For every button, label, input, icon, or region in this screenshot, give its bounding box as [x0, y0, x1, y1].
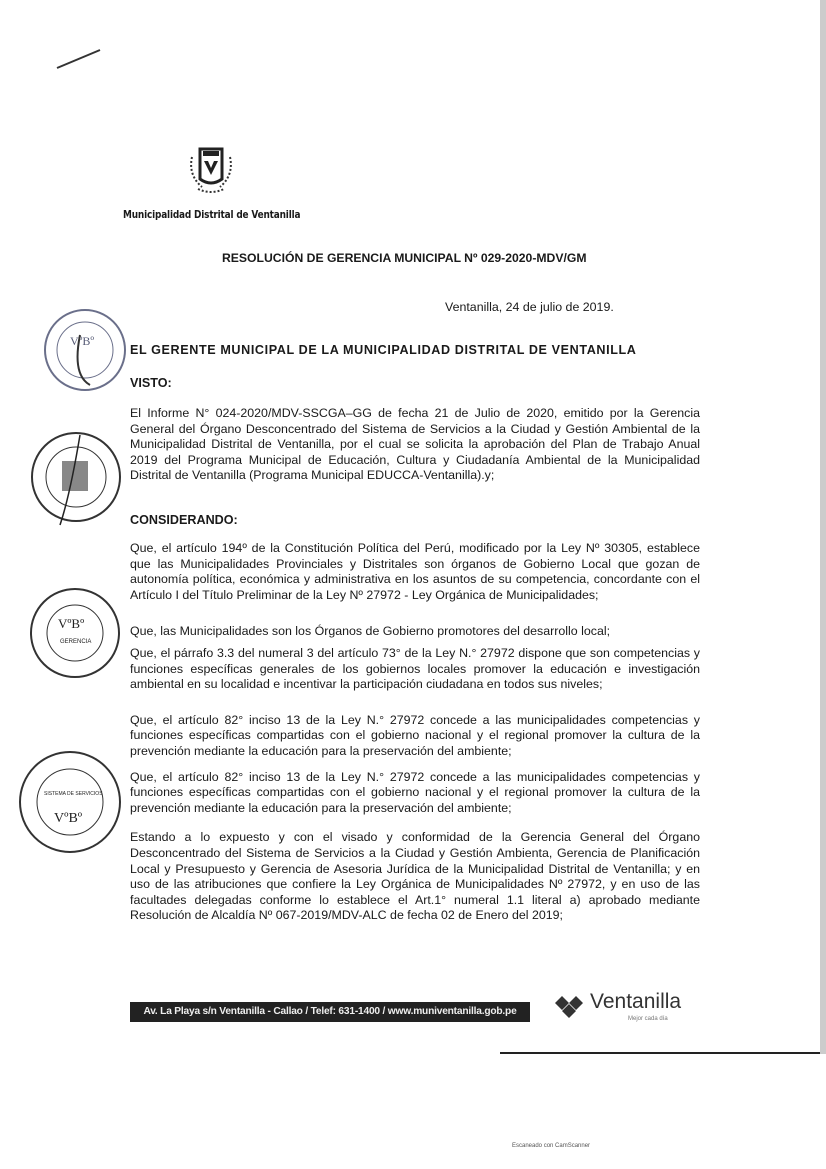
institution-name: Municipalidad Distrital de Ventanilla [123, 209, 301, 221]
page-edge-line [500, 1052, 826, 1054]
considerando-paragraph: Que, el párrafo 3.3 del numeral 3 del artículo 73° de la Ley N.° 27972 dispone que son competencias y funciones específicas generales de los gobiernos locales promover la educación e investigación ambiental en su localidad e incentivar la participación ciudadana en todos sus niveles; [130, 645, 700, 692]
page-edge-shadow [820, 0, 826, 1054]
scanner-watermark: Escaneado con CamScanner [512, 1143, 591, 1149]
legal-advisory-stamp [20, 583, 125, 683]
resolution-title: RESOLUCIÓN DE GERENCIA MUNICIPAL Nº 029-2020-MDV/GM [222, 251, 587, 265]
svg-text:GERENCIA: GERENCIA [60, 639, 92, 645]
ventanilla-logo-icon [552, 994, 588, 1020]
considerando-heading: CONSIDERANDO: [130, 513, 238, 527]
considerando-paragraph: Que, el artículo 82° inciso 13 de la Ley N.° 27972 concede a las municipalidades competencias y funciones específicas compartidas con el gobierno nacional y el regional promover la cultura de la prevención mediante la educación para la preservación del ambiente; [130, 712, 700, 758]
footer-brand: Ventanilla [590, 990, 682, 1013]
visto-paragraph: El Informe N° 024-2020/MDV-SSCGA–GG de fecha 21 de Julio de 2020, emitido por la Gerencia General del Órgano Desconcentrado del Sistema de Servicios a la Ciudad y Gestión Ambiental de la Municipalidad Distrital de Ventanilla, por el cual se solicita la aprobación del Plan de Trabajo Anual 2019 del Programa Municipal de Educación, Cultura y Ciudadanía Ambiental de la Municipalidad Distrital de Ventanilla (Programa Municipal EDUCCA-Ventanilla).y; [130, 406, 700, 483]
planning-stamp [18, 425, 128, 530]
considerando-paragraph: Que, el artículo 194º de la Constitución Política del Perú, modificado por la Ley Nº 30305, establece que las Municipalidades Provinciales y Distritales son órganos de Gobierno Local que gozan de autonomía política, económica y administrativa en los asuntos de su competencia, concordante con el Artículo I del Título Preliminar de la Ley Nº 27972 - Ley Orgánica de Municipalidades; [130, 541, 700, 602]
svg-text:VºBº: VºBº [70, 334, 95, 348]
pen-mark [55, 42, 105, 72]
considerando-section [130, 541, 700, 924]
considerando-paragraph: Que, las Municipalidades son los Órganos de Gobierno promotores del desarrollo local; [130, 624, 611, 639]
approval-stamp [30, 305, 128, 400]
svg-text:VºBº: VºBº [58, 616, 85, 631]
environmental-management-stamp [12, 750, 128, 860]
footer-contact-bar: Av. La Playa s/n Ventanilla - Callao / Telef: 631-1400 / www.muniventanilla.gob.pe [130, 1002, 530, 1022]
authority-heading: EL GERENTE MUNICIPAL DE LA MUNICIPALIDAD DISTRITAL DE VENTANILLA [130, 343, 637, 357]
considerando-paragraph: Que, el artículo 82° inciso 13 de la Ley N.° 27972 concede a las municipalidades competencias y funciones específicas compartidas con el gobierno nacional y el regional promover la cultura de la prevención mediante la educación para la preservación del ambiente; [130, 769, 700, 815]
municipal-crest-logo [186, 143, 236, 195]
considerando-paragraph: Estando a lo expuesto y con el visado y conformidad de la Gerencia General del Órgano Desconcentrado del Sistema de Servicios a la Ciudad y Gestión Ambienta, Gerencia de Planificación Local y Presupuesto y Gerencia de Asesoria Jurídica de la Municipalidad Distrital de Ventanilla; y en uso de las atribuciones que confiere la Ley Orgánica de Municipalidades Nº 27972, y en uso de las facultades delegadas conforme lo establece el Art.1° numeral 1.1 literal a) aprobado mediante Resolución de Alcaldía Nº 067-2019/MDV-ALC de fecha 02 de Enero del 2019; [130, 830, 700, 923]
svg-text:VºBº: VºBº [54, 811, 83, 826]
svg-text:SISTEMA DE SERVICIOS: SISTEMA DE SERVICIOS [44, 791, 103, 797]
visto-heading: VISTO: [130, 376, 172, 390]
resolution-date: Ventanilla, 24 de julio de 2019. [445, 300, 614, 314]
footer-slogan: Mejor cada día [628, 1016, 668, 1022]
